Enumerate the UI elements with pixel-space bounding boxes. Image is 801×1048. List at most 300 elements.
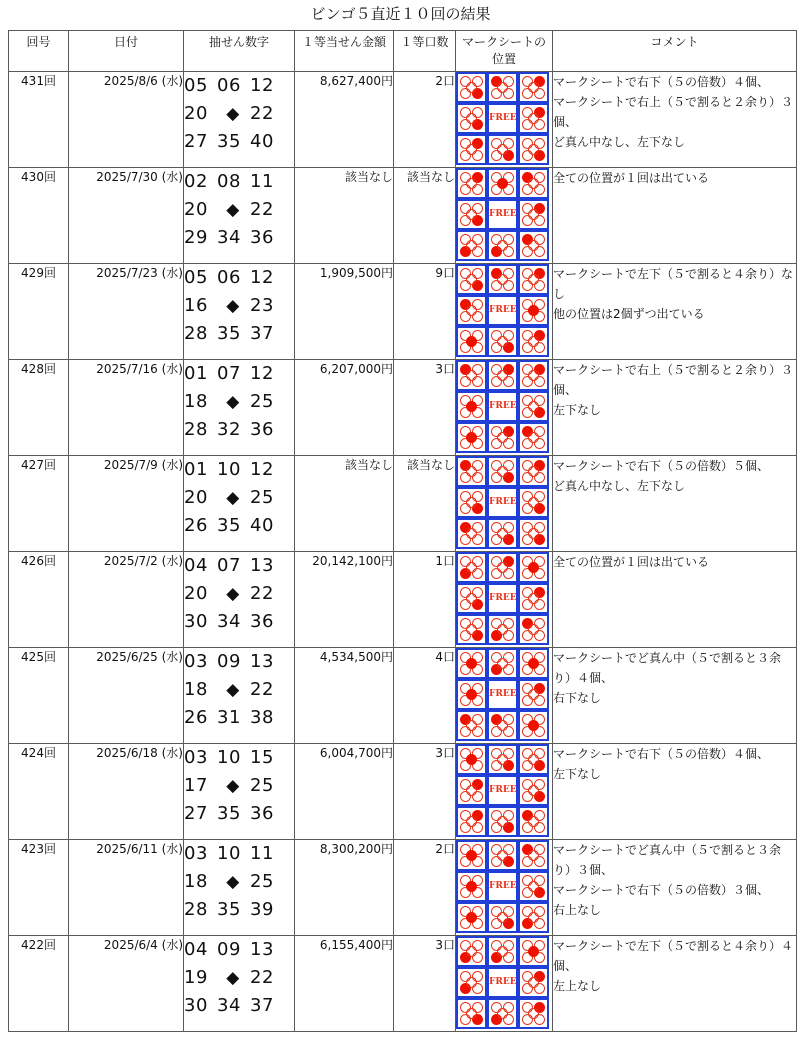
mark-circle-bottom-left xyxy=(492,919,502,929)
mark-dot-bottom-right xyxy=(535,504,545,514)
mark-circle-top-left xyxy=(523,365,533,375)
sheet-cell xyxy=(518,199,549,230)
numbers-row-1 xyxy=(184,648,294,676)
mark-circle-bottom-right xyxy=(535,1015,545,1025)
date-cell: 2025/7/16 (水) xyxy=(69,360,184,456)
results-table xyxy=(8,30,797,1032)
diamond-icon: ◆ xyxy=(226,680,240,700)
sheet-cell xyxy=(487,360,518,391)
mark-circle-top-left xyxy=(523,972,533,982)
mark-sheet xyxy=(456,552,549,645)
mark-circle-bottom-left xyxy=(523,631,533,641)
numbers-row-1 xyxy=(184,552,294,580)
mark-sheet-cell xyxy=(456,744,553,840)
mark-circle-bottom-left xyxy=(461,1015,471,1025)
mark-circle-top-left xyxy=(461,139,471,149)
mark-circles-icon xyxy=(458,136,485,163)
mark-circle-center xyxy=(529,786,539,796)
mark-circle-top-right xyxy=(504,331,514,341)
drawn-number: 35 xyxy=(217,803,241,824)
mark-circle-bottom-right xyxy=(473,953,483,963)
mark-circle-top-left xyxy=(461,108,471,118)
mark-circle-top-right xyxy=(504,907,514,917)
mark-dot-bottom-left xyxy=(461,247,471,257)
sheet-cell xyxy=(456,871,487,902)
mark-dot-bottom-left xyxy=(461,569,471,579)
mark-circle-top-left xyxy=(492,653,502,663)
mark-circles-icon xyxy=(489,616,516,643)
drawn-number: 12 xyxy=(250,363,274,384)
mark-dot-bottom-right xyxy=(473,216,483,226)
mark-sheet-cell xyxy=(456,552,553,648)
drawn-number: 35 xyxy=(217,515,241,536)
mark-circles-icon xyxy=(520,266,547,293)
mark-sheet-cell xyxy=(456,264,553,360)
sheet-cell xyxy=(456,103,487,134)
mark-dot-bottom-right xyxy=(504,857,514,867)
mark-circle-center xyxy=(529,145,539,155)
drawn-number: 22 xyxy=(250,967,274,988)
sheet-cell xyxy=(456,552,487,583)
date-cell: 2025/6/18 (水) xyxy=(69,744,184,840)
mark-circle-top-right xyxy=(504,941,514,951)
mark-circle-center xyxy=(467,498,477,508)
mark-circle-bottom-left xyxy=(523,247,533,257)
sheet-cell xyxy=(518,710,549,741)
prize-cell: 1,909,500円 xyxy=(295,264,394,360)
mark-circle-top-left xyxy=(461,557,471,567)
mark-dot-top-left xyxy=(461,715,471,725)
mark-circles-icon xyxy=(520,458,547,485)
comment-line: 左下なし xyxy=(553,767,602,781)
mark-sheet-cell xyxy=(456,72,553,168)
mark-circles-icon xyxy=(458,328,485,355)
comment-cell xyxy=(553,648,797,744)
comment-line: マークシートで右下（５の倍数）４個、 xyxy=(553,75,770,89)
drawn-number: 20 xyxy=(184,199,208,220)
mark-circle-bottom-left xyxy=(492,377,502,387)
mark-circle-center xyxy=(529,529,539,539)
date-cell: 2025/6/4 (水) xyxy=(69,936,184,1032)
comment-cell xyxy=(553,72,797,168)
mark-circle-bottom-right xyxy=(504,1015,514,1025)
drawn-number: 19 xyxy=(184,967,208,988)
mark-circle-top-right xyxy=(473,557,483,567)
drawn-number: 05 xyxy=(184,267,208,288)
mark-circles-icon xyxy=(520,489,547,516)
comment-line: ど真ん中なし、左下なし xyxy=(553,479,686,493)
mark-circle-top-right xyxy=(504,139,514,149)
mark-circle-center xyxy=(529,371,539,381)
sheet-cell xyxy=(456,168,487,199)
drawn-number: 28 xyxy=(184,419,208,440)
sheet-cell xyxy=(518,967,549,998)
mark-circle-center xyxy=(529,690,539,700)
mark-circle-bottom-left xyxy=(461,216,471,226)
diamond-icon: ◆ xyxy=(226,200,240,220)
numbers-row-2 xyxy=(184,484,294,512)
mark-dot-bottom-left xyxy=(492,631,502,641)
mark-circles-icon xyxy=(520,650,547,677)
sheet-cell xyxy=(487,264,518,295)
mark-circles-icon xyxy=(520,842,547,869)
mark-circle-center xyxy=(529,882,539,892)
date-cell: 2025/8/6 (水) xyxy=(69,72,184,168)
mark-circle-bottom-left xyxy=(461,312,471,322)
mark-circle-top-right xyxy=(473,588,483,598)
mark-circle-top-left xyxy=(492,1003,502,1013)
mark-circle-top-right xyxy=(473,461,483,471)
mark-circles-icon xyxy=(458,362,485,389)
mark-circle-center xyxy=(467,371,477,381)
sheet-cell xyxy=(456,456,487,487)
mark-circle-bottom-left xyxy=(492,761,502,771)
sheet-cell xyxy=(487,168,518,199)
numbers-row-1 xyxy=(184,456,294,484)
mark-circle-center xyxy=(498,563,508,573)
comment-cell xyxy=(553,456,797,552)
mark-circle-top-right xyxy=(473,972,483,982)
numbers-row-1 xyxy=(184,264,294,292)
mark-circle-center xyxy=(498,83,508,93)
mark-circle-center xyxy=(467,529,477,539)
mark-circle-top-right xyxy=(535,780,545,790)
mark-circle-bottom-left xyxy=(461,631,471,641)
mark-sheet-cell xyxy=(456,648,553,744)
mark-dot-top-right xyxy=(535,77,545,87)
free-cell: FREE xyxy=(487,391,518,422)
mark-circle-bottom-left xyxy=(523,535,533,545)
mark-dot-top-right xyxy=(504,557,514,567)
numbers-cell xyxy=(184,360,295,456)
mark-circle-bottom-right xyxy=(535,823,545,833)
drawn-number: 17 xyxy=(184,775,208,796)
comment-cell xyxy=(553,552,797,648)
mark-circle-bottom-right xyxy=(473,312,483,322)
mark-circle-top-left xyxy=(492,139,502,149)
diamond-icon: ◆ xyxy=(226,296,240,316)
sheet-cell xyxy=(518,360,549,391)
mark-dot-center xyxy=(467,337,477,347)
diamond-icon: ◆ xyxy=(226,104,240,124)
mark-circles-icon xyxy=(489,938,516,965)
sheet-cell xyxy=(518,840,549,871)
mark-circle-center xyxy=(498,433,508,443)
prize-cell: 6,004,700円 xyxy=(295,744,394,840)
mark-circle-center xyxy=(529,1009,539,1019)
drawn-number: 04 xyxy=(184,939,208,960)
mark-circle-bottom-right xyxy=(473,984,483,994)
sheet-cell xyxy=(456,583,487,614)
mark-circle-center xyxy=(498,913,508,923)
mark-circles-icon xyxy=(489,362,516,389)
drawn-number: 06 xyxy=(217,75,241,96)
mark-circle-bottom-right xyxy=(504,727,514,737)
mark-circle-bottom-right xyxy=(473,151,483,161)
drawn-number: 25 xyxy=(250,487,274,508)
mark-dot-top-left xyxy=(523,845,533,855)
mark-circle-center xyxy=(498,1009,508,1019)
mark-circle-bottom-right xyxy=(473,185,483,195)
mark-dot-top-right xyxy=(504,427,514,437)
comment-line: マークシートで右上（５で割ると２余り）３個、 xyxy=(553,363,794,397)
mark-circle-bottom-left xyxy=(492,89,502,99)
numbers-row-3 xyxy=(184,992,294,1020)
drawn-number: 35 xyxy=(217,131,241,152)
header-sheet xyxy=(456,31,553,72)
mark-dot-bottom-right xyxy=(473,631,483,641)
drawn-number: 32 xyxy=(217,419,241,440)
table-row xyxy=(9,936,797,1032)
mark-circle-top-left xyxy=(523,396,533,406)
mark-circle-center xyxy=(498,337,508,347)
mark-circle-bottom-right xyxy=(504,665,514,675)
sheet-cell xyxy=(518,103,549,134)
mark-circle-bottom-left xyxy=(523,473,533,483)
free-cell: FREE xyxy=(487,295,518,326)
mark-dot-top-right xyxy=(473,811,483,821)
prize-cell: 4,534,500円 xyxy=(295,648,394,744)
mark-dot-bottom-right xyxy=(504,473,514,483)
mark-circle-center xyxy=(467,625,477,635)
mark-dot-bottom-right xyxy=(473,281,483,291)
mark-circle-bottom-left xyxy=(523,120,533,130)
mark-circles-icon xyxy=(520,969,547,996)
mark-circle-top-right xyxy=(504,749,514,759)
mark-dot-bottom-right xyxy=(504,343,514,353)
mark-circle-top-left xyxy=(523,749,533,759)
drawn-number: 13 xyxy=(250,555,274,576)
comment-line: 右下なし xyxy=(553,691,602,705)
mark-dot-bottom-right xyxy=(535,792,545,802)
mark-circles-icon xyxy=(520,777,547,804)
mark-circles-icon xyxy=(520,520,547,547)
free-cell: FREE xyxy=(487,199,518,230)
mark-circles-icon xyxy=(458,777,485,804)
mark-circle-bottom-left xyxy=(461,89,471,99)
prize-cell: 該当なし xyxy=(295,168,394,264)
drawn-number: 40 xyxy=(250,131,274,152)
drawn-number: 08 xyxy=(217,171,241,192)
mark-dot-bottom-left xyxy=(523,919,533,929)
numbers-row-2 xyxy=(184,196,294,224)
mark-circle-center xyxy=(467,563,477,573)
mark-circle-center xyxy=(529,978,539,988)
mark-circle-bottom-right xyxy=(535,600,545,610)
drawn-number: 09 xyxy=(217,939,241,960)
mark-circle-top-right xyxy=(504,235,514,245)
sheet-cell xyxy=(518,806,549,837)
drawn-number: 35 xyxy=(217,323,241,344)
mark-circle-bottom-right xyxy=(535,216,545,226)
mark-circles-icon xyxy=(489,266,516,293)
mark-circles-icon xyxy=(520,585,547,612)
round-cell: 425回 xyxy=(9,648,69,744)
sheet-cell xyxy=(487,134,518,165)
mark-dot-bottom-right xyxy=(473,1015,483,1025)
mark-sheet-cell xyxy=(456,168,553,264)
mark-circle-center xyxy=(498,371,508,381)
comment-cell xyxy=(553,744,797,840)
mark-circle-bottom-right xyxy=(473,823,483,833)
mark-circle-top-right xyxy=(473,77,483,87)
mark-circles-icon xyxy=(489,328,516,355)
free-cell: FREE xyxy=(487,967,518,998)
mark-circle-bottom-left xyxy=(523,281,533,291)
numbers-row-3 xyxy=(184,512,294,540)
mark-dot-bottom-right xyxy=(535,408,545,418)
winners-count-cell: 4口 xyxy=(394,648,456,744)
table-row xyxy=(9,648,797,744)
sheet-cell xyxy=(518,648,549,679)
mark-circles-icon xyxy=(458,170,485,197)
sheet-cell xyxy=(456,72,487,103)
winners-count-cell: 2口 xyxy=(394,72,456,168)
round-cell: 429回 xyxy=(9,264,69,360)
mark-circle-bottom-left xyxy=(492,727,502,737)
sheet-cell xyxy=(456,840,487,871)
mark-circle-top-right xyxy=(535,492,545,502)
mark-circle-bottom-left xyxy=(461,535,471,545)
mark-circle-top-right xyxy=(473,1003,483,1013)
mark-circle-top-right xyxy=(504,461,514,471)
mark-dot-center xyxy=(529,306,539,316)
mark-circles-icon xyxy=(520,808,547,835)
sheet-cell xyxy=(518,902,549,933)
drawn-number: 02 xyxy=(184,171,208,192)
numbers-cell xyxy=(184,72,295,168)
mark-dot-top-right xyxy=(535,331,545,341)
drawn-number: 40 xyxy=(250,515,274,536)
mark-dot-bottom-right xyxy=(504,535,514,545)
mark-circle-bottom-left xyxy=(461,120,471,130)
mark-circle-bottom-left xyxy=(523,823,533,833)
drawn-number: 20 xyxy=(184,487,208,508)
mark-circle-bottom-left xyxy=(461,504,471,514)
mark-dot-top-right xyxy=(535,461,545,471)
mark-dot-center xyxy=(467,882,477,892)
mark-circle-bottom-right xyxy=(504,953,514,963)
drawn-number: 34 xyxy=(217,995,241,1016)
drawn-number: 11 xyxy=(250,171,274,192)
mark-dot-bottom-right xyxy=(473,120,483,130)
mark-circle-top-left xyxy=(492,557,502,567)
comment-line: 右上なし xyxy=(553,903,602,917)
mark-circle-center xyxy=(467,145,477,155)
comment-line: マークシートでど真ん中（５で割ると３余り）４個、 xyxy=(553,651,782,685)
sheet-cell xyxy=(487,326,518,357)
numbers-row-2 xyxy=(184,580,294,608)
drawn-number: 22 xyxy=(250,103,274,124)
mark-circle-top-left xyxy=(461,77,471,87)
sheet-cell xyxy=(487,648,518,679)
diamond-icon: ◆ xyxy=(226,584,240,604)
diamond-icon: ◆ xyxy=(226,968,240,988)
drawn-number: 30 xyxy=(184,995,208,1016)
winners-count-cell: 9口 xyxy=(394,264,456,360)
comment-cell xyxy=(553,840,797,936)
mark-circle-center xyxy=(498,947,508,957)
mark-circle-top-right xyxy=(473,300,483,310)
header-prize: １等当せん金額 xyxy=(295,31,394,72)
drawn-number: 03 xyxy=(184,843,208,864)
mark-circle-center xyxy=(498,275,508,285)
mark-circles-icon xyxy=(458,808,485,835)
mark-circles-icon xyxy=(489,170,516,197)
mark-sheet xyxy=(456,264,549,357)
sheet-cell xyxy=(456,264,487,295)
numbers-row-2 xyxy=(184,100,294,128)
mark-circle-bottom-left xyxy=(523,439,533,449)
mark-circles-icon xyxy=(489,1000,516,1027)
mark-dot-bottom-right xyxy=(473,504,483,514)
mark-sheet-cell xyxy=(456,936,553,1032)
mark-circles-icon xyxy=(489,74,516,101)
mark-circles-icon xyxy=(520,616,547,643)
mark-dot-top-right xyxy=(535,972,545,982)
mark-circles-icon xyxy=(458,1000,485,1027)
mark-circle-center xyxy=(467,978,477,988)
mark-circle-center xyxy=(498,817,508,827)
mark-circle-bottom-right xyxy=(504,377,514,387)
mark-dot-top-left xyxy=(492,715,502,725)
mark-circles-icon xyxy=(520,393,547,420)
mark-circles-icon xyxy=(458,938,485,965)
round-cell: 422回 xyxy=(9,936,69,1032)
prize-cell: 8,627,400円 xyxy=(295,72,394,168)
mark-dot-top-left xyxy=(461,365,471,375)
mark-circle-top-right xyxy=(473,108,483,118)
drawn-number: 03 xyxy=(184,651,208,672)
sheet-cell xyxy=(487,456,518,487)
mark-circle-center xyxy=(529,913,539,923)
round-cell: 431回 xyxy=(9,72,69,168)
mark-dot-center xyxy=(467,659,477,669)
mark-circle-center xyxy=(498,851,508,861)
mark-circle-bottom-left xyxy=(523,343,533,353)
mark-circle-top-left xyxy=(523,108,533,118)
mark-dot-top-right xyxy=(473,139,483,149)
comment-line: マークシートで右下（５の倍数）４個、 xyxy=(553,747,770,761)
mark-circle-bottom-left xyxy=(461,473,471,483)
table-row xyxy=(9,360,797,456)
sheet-cell xyxy=(518,168,549,199)
mark-circles-icon xyxy=(458,681,485,708)
mark-circles-icon xyxy=(458,297,485,324)
drawn-number: 23 xyxy=(250,295,274,316)
mark-circle-bottom-left xyxy=(523,151,533,161)
mark-dot-top-right xyxy=(504,365,514,375)
mark-circle-top-right xyxy=(504,523,514,533)
mark-circles-icon xyxy=(520,362,547,389)
mark-sheet xyxy=(456,456,549,549)
mark-circles-icon xyxy=(489,650,516,677)
mark-dot-bottom-right xyxy=(473,89,483,99)
drawn-number: 25 xyxy=(250,871,274,892)
mark-sheet-cell xyxy=(456,360,553,456)
mark-circles-icon xyxy=(458,969,485,996)
sheet-cell xyxy=(487,710,518,741)
mark-circle-bottom-left xyxy=(523,761,533,771)
drawn-number: 10 xyxy=(217,459,241,480)
mark-circle-center xyxy=(467,83,477,93)
drawn-number: 22 xyxy=(250,199,274,220)
mark-circle-center xyxy=(498,145,508,155)
drawn-number: 18 xyxy=(184,871,208,892)
numbers-cell xyxy=(184,936,295,1032)
mark-circle-top-left xyxy=(461,173,471,183)
drawn-number: 13 xyxy=(250,651,274,672)
